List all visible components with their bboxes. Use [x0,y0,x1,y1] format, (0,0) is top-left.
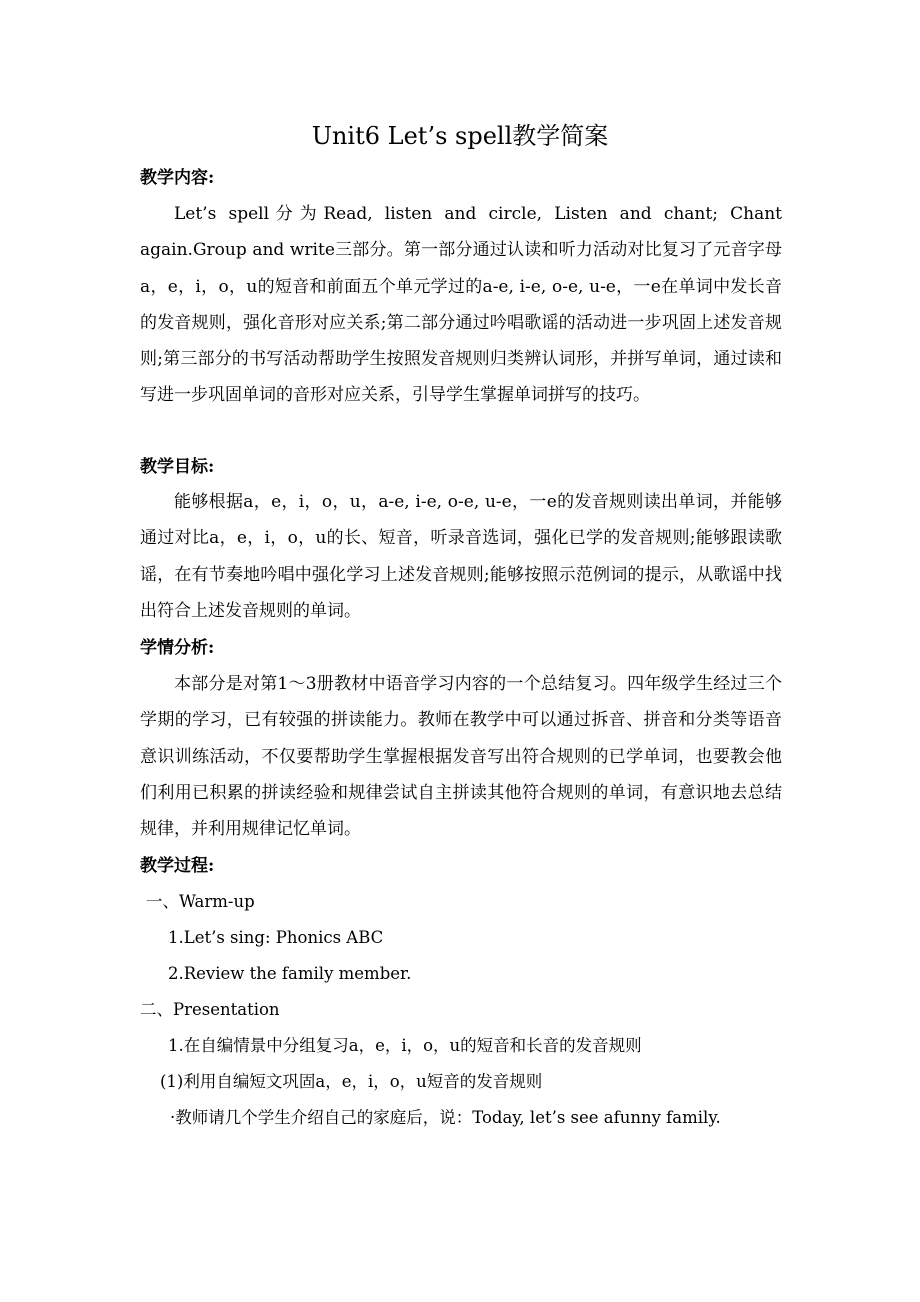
section-text-content: Let’s spell分为Read, listen and circle, Listen and chant; Chant again.Group and write三部分。第一部分通过认读和听力活动对比复习了元音字母a，e，i，o，u的短音和前面五个单元学过的a-e, i-e, o-e, u-e，一e在单词中发长音的发音规则，强化音形对应关系;第二部分通过吟唱歌谣的活动进一步巩固上述发音规则;第三部分的书写活动帮助学生按照发音规则归类辨认词形，并拼写单词，通过读和写进一步巩固单词的音形对应关系，引导学生掌握单词拼写的技巧。 [140,204,782,406]
section-heading-process: 教学过程: [140,856,215,876]
warmup-item-1: 1.Let’s sing: Phonics ABC [168,928,384,947]
warmup-item-2: 2.Review the family member. [168,964,412,983]
presentation-label: 二、Presentation [140,1000,280,1019]
section-heading-content: 教学内容: [140,168,215,188]
bullet-paragraph: ·教师请几个学生介绍自己的家庭后，说：Today, let’s see afunny family. [170,1108,721,1127]
presentation-sub-1: (1)利用自编短文巩固a，e，i，o，u短音的发音规则 [160,1072,543,1091]
document-title: Unit6 Let’s spell教学简案 [311,122,609,150]
section-text-analysis: 本部分是对第1～3册教材中语音学习内容的一个总结复习。四年级学生经过三个学期的学习，已有较强的拼读能力。教师在教学中可以通过拆音、拼音和分类等语音意识训练活动，不仅要帮助学生掌握根据发音写出符合规则的已学单词，也要教会他们利用已积累的拼读经验和规律尝试自主拼读其他符合规则的单词，有意识地去总结规律，并利用规律记忆单词。 [140,674,782,840]
section-heading-goals: 教学目标: [140,457,215,477]
warmup-label: 一、Warm-up [146,892,255,911]
presentation-item-1: 1.在自编情景中分组复习a，e，i，o，u的短音和长音的发音规则 [168,1036,642,1055]
section-text-goals: 能够根据a，e，i，o，u，a-e, i-e, o-e, u-e，一e的发音规则读出单词，并能够通过对比a，e，i，o，u的长、短音，听录音选词，强化已学的发音规则;能够跟读歌谣，在有节奏地吟唱中强化学习上述发音规则;能够按照示范例词的提示，从歌谣中找出符合上述发音规则的单词。 [140,492,782,621]
section-heading-analysis: 学情分析: [140,638,215,658]
